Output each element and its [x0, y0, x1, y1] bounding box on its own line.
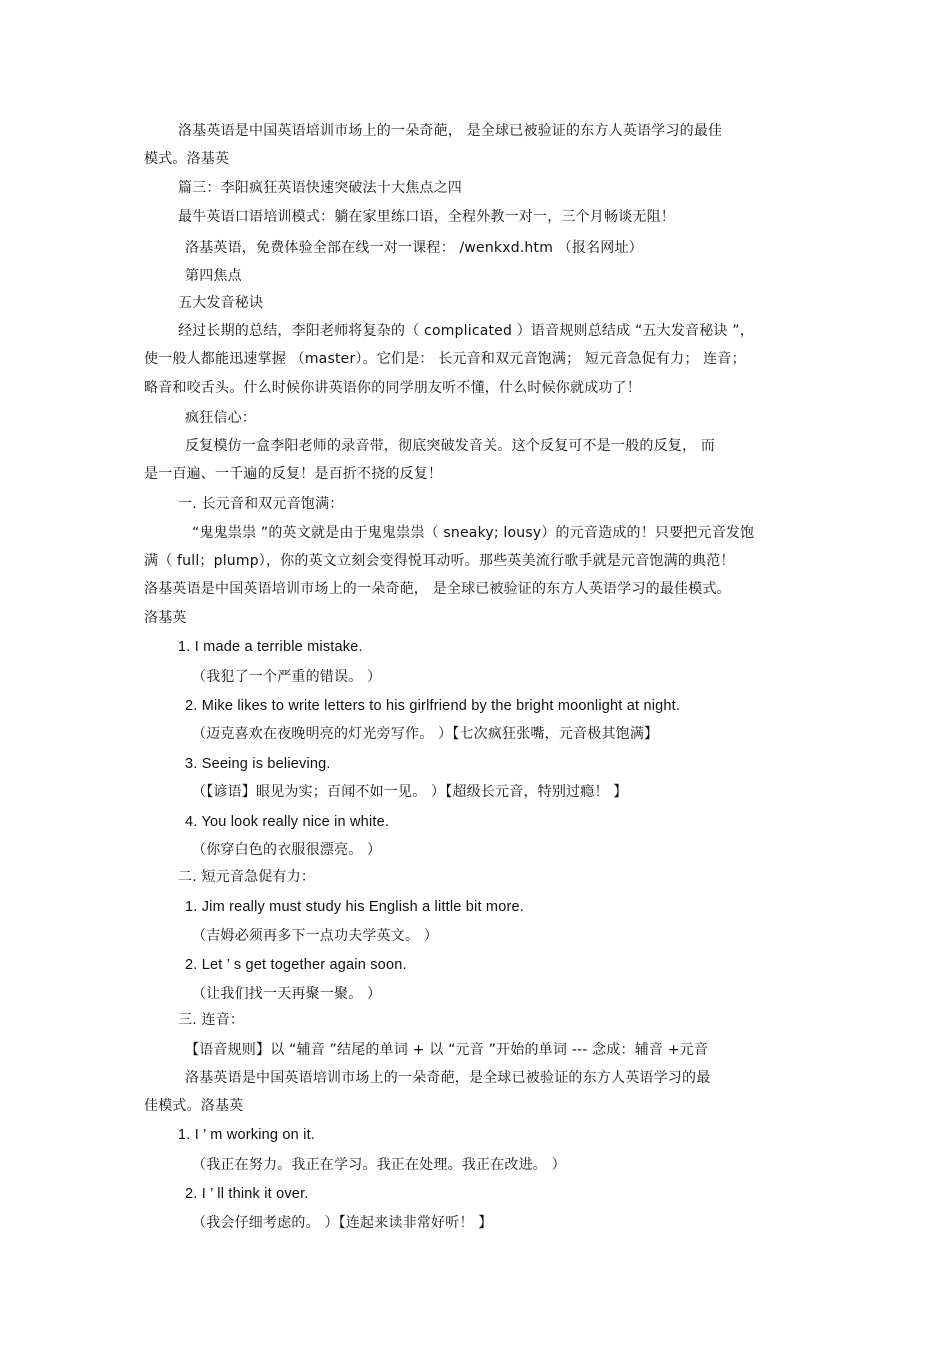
section-heading: 三. 连音： — [178, 1012, 245, 1028]
text-line: 是一百遍、一千遍的反复！是百折不挠的反复！ — [144, 466, 443, 482]
text-line: 洛基英语是中国英语培训市场上的一朵奇葩，是全球已被验证的东方人英语学习的最 — [185, 1070, 711, 1086]
text-line: 模式。洛基英 — [144, 151, 230, 167]
section-heading: 篇三：李阳疯狂英语快速突破法十大焦点之四 — [178, 180, 462, 196]
text-line: 洛基英语，免费体验全部在线一对一课程： /wenkxd.htm （报名网址） — [185, 240, 643, 256]
text-line: 洛基英语是中国英语培训市场上的一朵奇葩， 是全球已被验证的东方人英语学习的最佳模式。 — [144, 581, 731, 597]
section-heading: 疯狂信心： — [185, 410, 256, 426]
section-heading: 一. 长元音和双元音饱满： — [178, 496, 344, 512]
text-line: 洛基英语是中国英语培训市场上的一朵奇葩， 是全球已被验证的东方人英语学习的最佳 — [178, 123, 723, 139]
example-sentence: 1. I ’ m working on it. — [178, 1127, 316, 1143]
text-line: 经过长期的总结，李阳老师将复杂的（ complicated ）语音规则总结成 “五大发音秘诀 ”， — [178, 323, 754, 339]
text-line: 反复模仿一盒李阳老师的录音带，彻底突破发音关。这个反复可不是一般的反复， 而 — [185, 438, 716, 454]
translation-line: （让我们找一天再聚一聚。 ） — [192, 986, 382, 1002]
text-line: “鬼鬼祟祟 ”的英文就是由于鬼鬼祟祟（ sneaky; lousy）的元音造成的！只要把元音发饱 — [192, 525, 755, 541]
section-heading: 二. 短元音急促有力： — [178, 869, 316, 885]
text-line: 最牛英语口语培训模式：躺在家里练口语，全程外教一对一，三个月畅谈无阻！ — [178, 209, 675, 225]
text-line: 【语音规则】以 “辅音 ”结尾的单词 + 以 “元音 ”开始的单词 --- 念成：辅音 +元音 — [185, 1042, 709, 1058]
example-sentence: 1. I made a terrible mistake. — [178, 639, 363, 655]
translation-line: （你穿白色的衣服很漂亮。 ） — [192, 842, 382, 858]
text-line: 满（ full；plump），你的英文立刻会变得悦耳动听。那些英美流行歌手就是元音饱满的典范！ — [144, 553, 735, 569]
translation-line: （我犯了一个严重的错误。 ） — [192, 669, 382, 685]
section-heading: 第四焦点 — [185, 268, 242, 284]
example-sentence: 2. Mike likes to write letters to his girlfriend by the bright moonlight at night. — [185, 698, 681, 714]
example-sentence: 2. Let ’ s get together again soon. — [185, 957, 407, 973]
translation-line: （【谚语】眼见为实；百闻不如一见。 ）【超级长元音，特别过瘾！ 】 — [192, 784, 628, 800]
text-line: 洛基英 — [144, 610, 187, 626]
translation-line: （迈克喜欢在夜晚明亮的灯光旁写作。 ）【七次疯狂张嘴，元音极其饱满】 — [192, 726, 659, 742]
translation-line: （我正在努力。我正在学习。我正在处理。我正在改进。 ） — [192, 1157, 566, 1173]
section-heading: 五大发音秘诀 — [178, 295, 264, 311]
example-sentence: 4. You look really nice in white. — [185, 814, 390, 830]
text-line: 略音和咬舌头。什么时候你讲英语你的同学朋友听不懂，什么时候你就成功了！ — [144, 380, 641, 396]
text-line: 使一般人都能迅速掌握 （master）。它们是： 长元音和双元音饱满； 短元音急促有力； 连音； — [144, 351, 746, 367]
example-sentence: 3. Seeing is believing. — [185, 756, 331, 772]
translation-line: （吉姆必须再多下一点功夫学英文。 ） — [192, 928, 439, 944]
translation-line: （我会仔细考虑的。 ）【连起来读非常好听！ 】 — [192, 1215, 493, 1231]
text-line: 佳模式。洛基英 — [144, 1098, 244, 1114]
example-sentence: 2. I ’ ll think it over. — [185, 1186, 309, 1202]
example-sentence: 1. Jim really must study his English a little bit more. — [185, 899, 524, 915]
